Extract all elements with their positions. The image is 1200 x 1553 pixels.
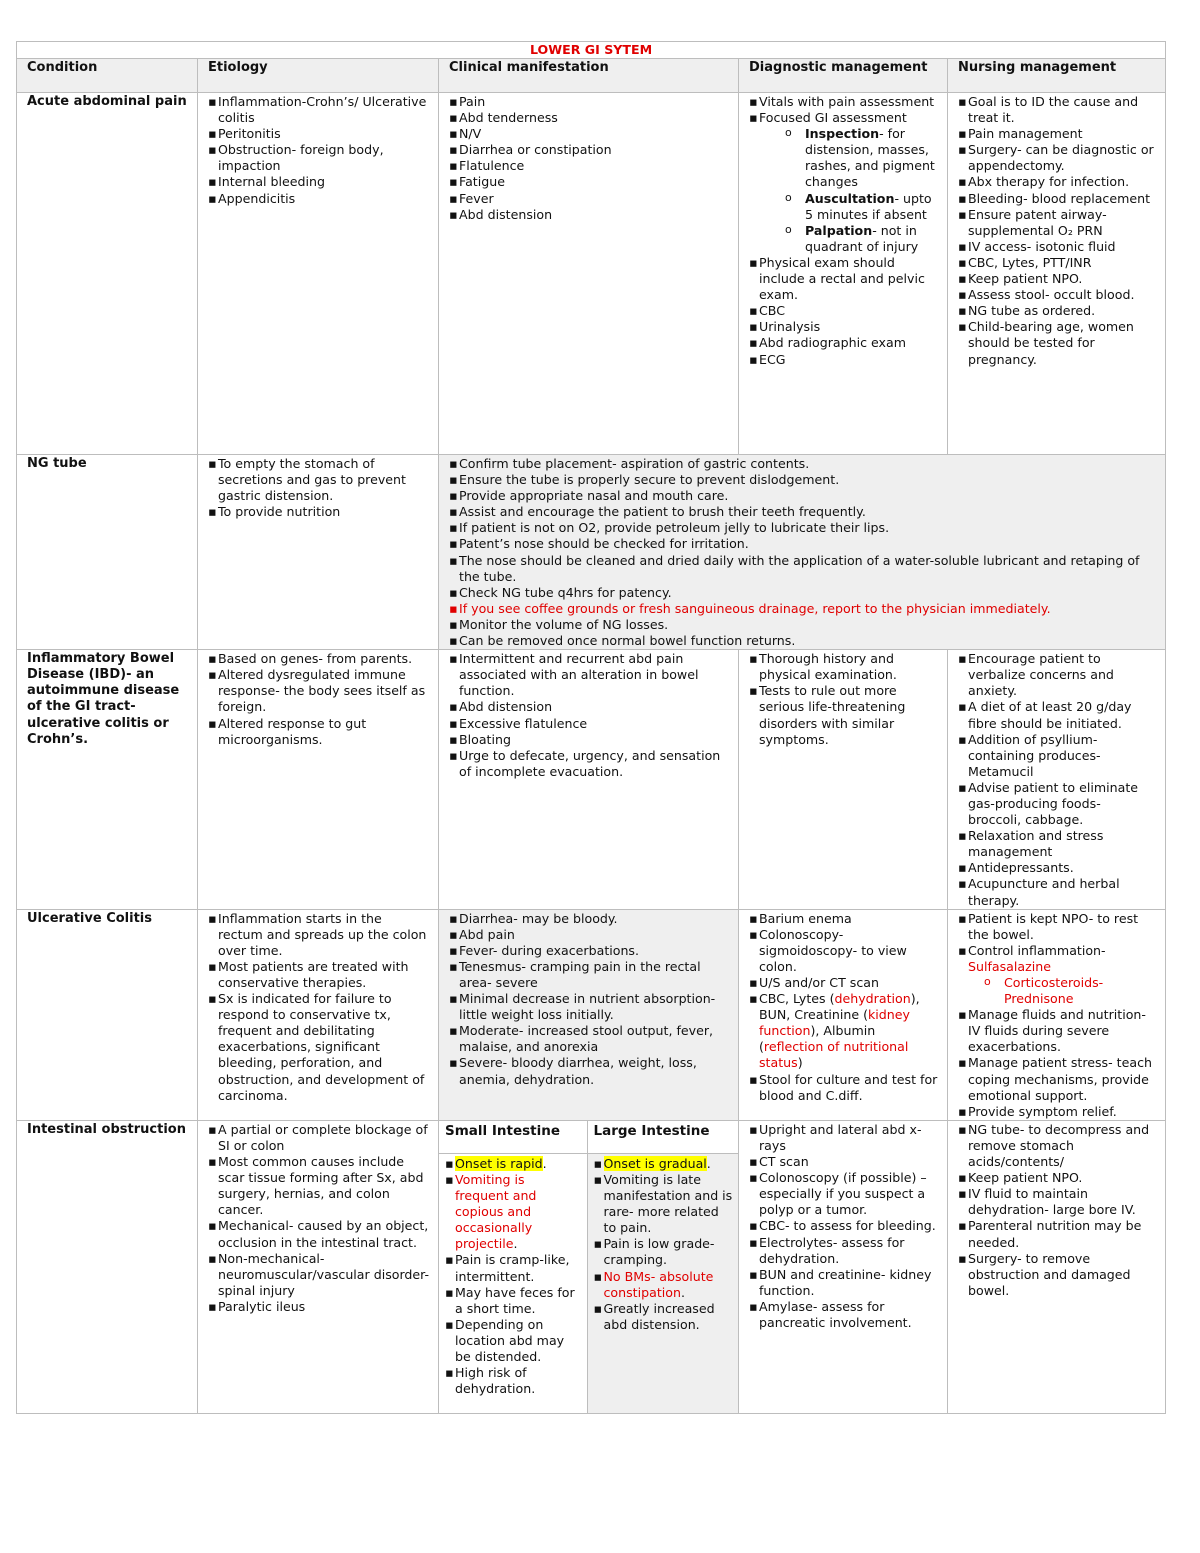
- list-item: [805, 126, 939, 190]
- etiology-cell: [198, 650, 439, 910]
- list-item: ▪ Vomiting is frequent and copious and occasionally projectile.: [445, 1172, 581, 1252]
- list-item: ▪ Manage fluids and nutrition- IV fluids during severe exacerbations.: [958, 1007, 1157, 1055]
- list-item: ▪ Can be removed once normal bowel function returns.: [449, 633, 1157, 649]
- large-intestine-col: [587, 1153, 739, 1413]
- condition-cell: Intestinal obstruction: [17, 1120, 198, 1413]
- list-item: ▪ Altered dysregulated immune response- the body sees itself as foreign.: [208, 667, 430, 715]
- bullet-list: [449, 601, 1157, 617]
- list-item: ▪ N/V: [449, 126, 730, 142]
- item-text: ): [797, 1055, 803, 1071]
- bullet-list: [749, 255, 939, 368]
- highlight-text: No BMs- absolute constipation: [603, 1268, 714, 1300]
- small-intestine-col: [439, 1153, 587, 1413]
- list-item: ▪ Peritonitis: [208, 126, 430, 142]
- diagnostic-cell: [739, 650, 948, 910]
- bullet-list: [449, 911, 730, 1088]
- bullet-list: [208, 94, 430, 207]
- list-item: ▪ Onset is gradual.: [594, 1156, 734, 1172]
- list-item: ▪ Vitals with pain assessment: [749, 94, 939, 110]
- list-item: [749, 991, 939, 1071]
- list-item: ▪ The nose should be cleaned and dried daily with the application of a water-soluble lubricant and retaping of the tube.: [449, 553, 1157, 585]
- list-item: ▪ Based on genes- from parents.: [208, 651, 430, 667]
- list-item: ▪ Abx therapy for infection.: [958, 174, 1157, 190]
- intestine-header-row: [439, 1121, 739, 1154]
- list-item: ▪ Obstruction- foreign body, impaction: [208, 142, 430, 174]
- list-item: ▪ Minimal decrease in nutrient absorption- little weight loss initially.: [449, 991, 730, 1023]
- list-item: ▪ To empty the stomach of secretions and gas to prevent gastric distension.: [208, 456, 430, 504]
- list-item: ▪ Fatigue: [449, 174, 730, 190]
- lower-gi-table: [16, 41, 1166, 1414]
- header-nursing: Nursing management: [948, 59, 1166, 93]
- list-item: ▪ Upright and lateral abd x-rays: [749, 1122, 939, 1154]
- warning-item: ▪ If you see coffee grounds or fresh sanguineous drainage, report to the physician immediately.: [449, 601, 1157, 617]
- sub-list: [968, 975, 1157, 1007]
- list-item: ▪ Confirm tube placement- aspiration of gastric contents.: [449, 456, 1157, 472]
- bullet-list: [958, 651, 1157, 909]
- keyword: Auscultation: [805, 190, 895, 206]
- list-item: ▪ Keep patient NPO.: [958, 271, 1157, 287]
- small-intestine-header: Small Intestine: [439, 1121, 587, 1154]
- bullet-list: [749, 911, 939, 991]
- bullet-list: [208, 651, 430, 748]
- nursing-cell: [948, 650, 1166, 910]
- list-item: ▪ Relaxation and stress management: [958, 828, 1157, 860]
- list-item: ▪ To provide nutrition: [208, 504, 430, 520]
- list-item: ▪ Pain management: [958, 126, 1157, 142]
- list-item: ▪ Abd tenderness: [449, 110, 730, 126]
- item-text: Focused GI assessment: [759, 110, 907, 126]
- title-row: [17, 42, 1166, 59]
- highlight-text: reflection of nutritional status: [759, 1039, 909, 1071]
- list-item: ▪ Ensure the tube is properly secure to prevent dislodgement.: [449, 472, 1157, 488]
- row-intestinal-obstruction: [17, 1120, 1166, 1413]
- list-item: ▪ Mechanical- caused by an object, occlusion in the intestinal tract.: [208, 1218, 430, 1250]
- list-item: ▪ Flatulence: [449, 158, 730, 174]
- list-item: ▪ Colonoscopy (if possible) – especially if you suspect a polyp or a tumor.: [749, 1170, 939, 1218]
- list-item: ▪ Most common causes include scar tissue forming after Sx, abd surgery, hernias, and colon cancer.: [208, 1154, 430, 1218]
- list-item: ▪ Manage patient stress- teach coping mechanisms, provide emotional support.: [958, 1055, 1157, 1103]
- list-item: ▪ Electrolytes- assess for dehydration.: [749, 1235, 939, 1267]
- bullet-list: [449, 94, 730, 223]
- bullet-list: [445, 1252, 581, 1397]
- list-item: ▪ Diarrhea- may be bloody.: [449, 911, 730, 927]
- item-text: ), BUN, Creatinine (: [759, 991, 920, 1023]
- bullet-list: [958, 94, 1157, 368]
- list-item: ▪ CT scan: [749, 1154, 939, 1170]
- list-item: ▪ Barium enema: [749, 911, 939, 927]
- list-item: ▪ Pain is low grade- cramping.: [594, 1236, 734, 1268]
- highlight-text: dehydration: [834, 991, 911, 1007]
- highlight-text: kidney function: [759, 1007, 910, 1039]
- clinical-cell: [439, 650, 739, 910]
- list-item: ▪ Encourage patient to verbalize concerns and anxiety.: [958, 651, 1157, 699]
- large-intestine-header: Large Intestine: [587, 1121, 739, 1154]
- list-item: ▪ Sx is indicated for failure to respond to conservative tx, frequent and debilitating exacerbations, significant bleeding, perforation, and obstruction, and development of carcinoma.: [208, 991, 430, 1104]
- etiology-cell: [198, 455, 439, 650]
- keyword: Inspection: [805, 126, 880, 142]
- list-item: ▪ CBC- to assess for bleeding.: [749, 1218, 939, 1234]
- list-item: ▪ CBC: [749, 303, 939, 319]
- list-item: o Corticosteroids- Prednisone: [1004, 975, 1157, 1007]
- list-item: ▪ Colonoscopy- sigmoidoscopy- to view colon.: [749, 927, 939, 975]
- list-item: ▪ Altered response to gut microorganisms.: [208, 716, 430, 748]
- list-item: ▪ Patient is kept NPO- to rest the bowel.: [958, 911, 1157, 943]
- list-item: ▪ Child-bearing age, women should be tested for pregnancy.: [958, 319, 1157, 367]
- list-item: ▪ Surgery- to remove obstruction and damaged bowel.: [958, 1251, 1157, 1299]
- list-item: ▪ Fever- during exacerbations.: [449, 943, 730, 959]
- list-item: ▪ Abd pain: [449, 927, 730, 943]
- list-item: [749, 110, 939, 255]
- header-condition: Condition: [17, 59, 198, 93]
- list-item: ▪ Antidepressants.: [958, 860, 1157, 876]
- list-item: ▪ A partial or complete blockage of SI or colon: [208, 1122, 430, 1154]
- list-item: ▪ Assess stool- occult blood.: [958, 287, 1157, 303]
- list-item: ▪ High risk of dehydration.: [445, 1365, 581, 1397]
- list-item: ▪ May have feces for a short time.: [445, 1285, 581, 1317]
- list-item: ▪ Excessive flatulence: [449, 716, 730, 732]
- bullet-list: [749, 651, 939, 748]
- intestine-comparison: [439, 1121, 739, 1413]
- bullet-list: [749, 94, 939, 255]
- condition-cell: Ulcerative Colitis: [17, 909, 198, 1120]
- clinical-cell: [439, 909, 739, 1120]
- list-item: [958, 943, 1157, 1007]
- bullet-list: [445, 1156, 581, 1253]
- list-item: ▪ Fever: [449, 191, 730, 207]
- keyword: Palpation: [805, 222, 873, 238]
- list-item: ▪ Keep patient NPO.: [958, 1170, 1157, 1186]
- list-item: ▪ Parenteral nutrition may be needed.: [958, 1218, 1157, 1250]
- list-item: ▪ Diarrhea or constipation: [449, 142, 730, 158]
- list-item: ▪ Urge to defecate, urgency, and sensation of incomplete evacuation.: [449, 748, 730, 780]
- list-item: ▪ Stool for culture and test for blood and C.diff.: [749, 1072, 939, 1104]
- list-item: ▪ Pain is cramp-like, intermittent.: [445, 1252, 581, 1284]
- bullet-list: [958, 911, 1157, 1008]
- list-item: ▪ Assist and encourage the patient to brush their teeth frequently.: [449, 504, 1157, 520]
- header-etiology: Etiology: [198, 59, 439, 93]
- etiology-cell: [198, 909, 439, 1120]
- clinical-cell: [439, 1120, 739, 1413]
- list-item: ▪ Depending on location abd may be distended.: [445, 1317, 581, 1365]
- list-item: ▪ CBC, Lytes, PTT/INR: [958, 255, 1157, 271]
- list-item: ▪ Tests to rule out more serious life-threatening disorders with similar symptoms.: [749, 683, 939, 747]
- list-item: ▪ Acupuncture and herbal therapy.: [958, 876, 1157, 908]
- bullet-list: [749, 1122, 939, 1331]
- lower-gi-table-sheet: [16, 41, 1165, 1414]
- highlight-text: Onset is gradual: [603, 1155, 707, 1171]
- list-item: ▪ Non-mechanical- neuromuscular/vascular disorder- spinal injury: [208, 1251, 430, 1299]
- sub-list: [759, 126, 939, 255]
- bullet-list: [449, 456, 1157, 601]
- list-item: ▪ Provide symptom relief.: [958, 1104, 1157, 1120]
- list-item: ▪ Most patients are treated with conservative therapies.: [208, 959, 430, 991]
- list-item: ▪ Paralytic ileus: [208, 1299, 430, 1315]
- row-ibd: [17, 650, 1166, 910]
- nursing-cell: [948, 909, 1166, 1120]
- table-title: LOWER GI SYTEM: [17, 42, 1166, 59]
- list-item: [805, 191, 939, 223]
- item-text: CBC, Lytes (: [759, 991, 835, 1007]
- highlight-text: Onset is rapid: [455, 1155, 543, 1171]
- list-item: ▪ A diet of at least 20 g/day fibre should be initiated.: [958, 699, 1157, 731]
- list-item: ▪ Abd distension: [449, 207, 730, 223]
- diagnostic-cell: [739, 1120, 948, 1413]
- row-ulcerative-colitis: [17, 909, 1166, 1120]
- list-item: ▪ Ensure patent airway- supplemental O₂ PRN: [958, 207, 1157, 239]
- clinical-cell: [439, 93, 739, 455]
- bullet-list: [958, 1007, 1157, 1120]
- list-item: ▪ Patent’s nose should be checked for irritation.: [449, 536, 1157, 552]
- list-item: ▪ NG tube as ordered.: [958, 303, 1157, 319]
- list-item: ▪ Abd radiographic exam: [749, 335, 939, 351]
- list-item: ▪ Provide appropriate nasal and mouth care.: [449, 488, 1157, 504]
- list-item: ▪ Monitor the volume of NG losses.: [449, 617, 1157, 633]
- list-item: ▪ Pain: [449, 94, 730, 110]
- row-ng-tube: [17, 455, 1166, 650]
- list-item: ▪ IV access- isotonic fluid: [958, 239, 1157, 255]
- list-item: ▪ Goal is to ID the cause and treat it.: [958, 94, 1157, 126]
- list-item: ▪ Surgery- can be diagnostic or appendectomy.: [958, 142, 1157, 174]
- header-diagnostic: Diagnostic management: [739, 59, 948, 93]
- etiology-cell: [198, 1120, 439, 1413]
- bullet-list: [449, 651, 730, 780]
- list-item: ▪ Greatly increased abd distension.: [594, 1301, 734, 1333]
- list-item: ▪ BUN and creatinine- kidney function.: [749, 1267, 939, 1299]
- item-text: - upto 5 minutes if absent: [805, 190, 932, 222]
- item-text: - not in quadrant of injury: [805, 222, 919, 254]
- etiology-cell: [198, 93, 439, 455]
- intestine-body-row: [439, 1153, 739, 1413]
- list-item: ▪ IV fluid to maintain dehydration- large bore IV.: [958, 1186, 1157, 1218]
- bullet-list: [749, 1072, 939, 1104]
- bullet-list: [958, 1122, 1157, 1299]
- nursing-cell: [948, 93, 1166, 455]
- item-text: - for distension, masses, rashes, and pigment changes: [805, 126, 935, 190]
- list-item: ▪ U/S and/or CT scan: [749, 975, 939, 991]
- list-item: ▪ Inflammation-Crohn’s/ Ulcerative colitis: [208, 94, 430, 126]
- bullet-list: [208, 911, 430, 1104]
- ng-care-cell: [439, 455, 1166, 650]
- item-text: Control inflammation-: [968, 942, 1106, 958]
- nursing-cell: [948, 1120, 1166, 1413]
- bullet-list: [594, 1156, 734, 1333]
- list-item: ▪ Vomiting is late manifestation and is rare- more related to pain.: [594, 1172, 734, 1236]
- list-item: ▪ Advise patient to eliminate gas-producing foods- broccoli, cabbage.: [958, 780, 1157, 828]
- list-item: [805, 223, 939, 255]
- list-item: ▪ Amylase- assess for pancreatic involvement.: [749, 1299, 939, 1331]
- list-item: ▪ Appendicitis: [208, 191, 430, 207]
- bullet-list: [449, 617, 1157, 649]
- list-item: ▪ Inflammation starts in the rectum and spreads up the colon over time.: [208, 911, 430, 959]
- list-item: ▪ Onset is rapid.: [445, 1156, 581, 1172]
- list-item: ▪ ECG: [749, 352, 939, 368]
- list-item: ▪ NG tube- to decompress and remove stomach acids/contents/: [958, 1122, 1157, 1170]
- diagnostic-cell: [739, 93, 948, 455]
- list-item: ▪ Tenesmus- cramping pain in the rectal area- severe: [449, 959, 730, 991]
- bullet-list: [749, 991, 939, 1071]
- list-item: ▪ Bloating: [449, 732, 730, 748]
- list-item: ▪ Intermittent and recurrent abd pain associated with an alteration in bowel function.: [449, 651, 730, 699]
- list-item: ▪ If patient is not on O2, provide petroleum jelly to lubricate their lips.: [449, 520, 1157, 536]
- diagnostic-cell: [739, 909, 948, 1120]
- bullet-list: [208, 456, 430, 520]
- header-row: [17, 59, 1166, 93]
- list-item: ▪ Moderate- increased stool output, fever, malaise, and anorexia: [449, 1023, 730, 1055]
- bullet-list: [208, 1122, 430, 1315]
- list-item: ▪ Bleeding- blood replacement: [958, 191, 1157, 207]
- list-item: ▪ Internal bleeding: [208, 174, 430, 190]
- list-item: ▪ Thorough history and physical examination.: [749, 651, 939, 683]
- condition-cell: Inflammatory Bowel Disease (IBD)- an autoimmune disease of the GI tract- ulcerative colitis or Crohn’s.: [17, 650, 198, 910]
- list-item: ▪ Urinalysis: [749, 319, 939, 335]
- highlight-text: Vomiting is frequent and copious and occasionally projectile: [455, 1171, 537, 1252]
- condition-cell: Acute abdominal pain: [17, 93, 198, 455]
- highlight-text: Sulfasalazine: [968, 958, 1051, 974]
- list-item: ▪ Addition of psyllium-containing produces- Metamucil: [958, 732, 1157, 780]
- list-item: ▪ Physical exam should include a rectal and pelvic exam.: [749, 255, 939, 303]
- header-clinical: Clinical manifestation: [439, 59, 739, 93]
- condition-cell: NG tube: [17, 455, 198, 650]
- row-acute-abdominal-pain: [17, 93, 1166, 455]
- list-item: ▪ Check NG tube q4hrs for patency.: [449, 585, 1157, 601]
- list-item: ▪ No BMs- absolute constipation.: [594, 1269, 734, 1301]
- item-text: ), Albumin (: [759, 1023, 876, 1055]
- list-item: ▪ Abd distension: [449, 699, 730, 715]
- list-item: ▪ Severe- bloody diarrhea, weight, loss, anemia, dehydration.: [449, 1055, 730, 1087]
